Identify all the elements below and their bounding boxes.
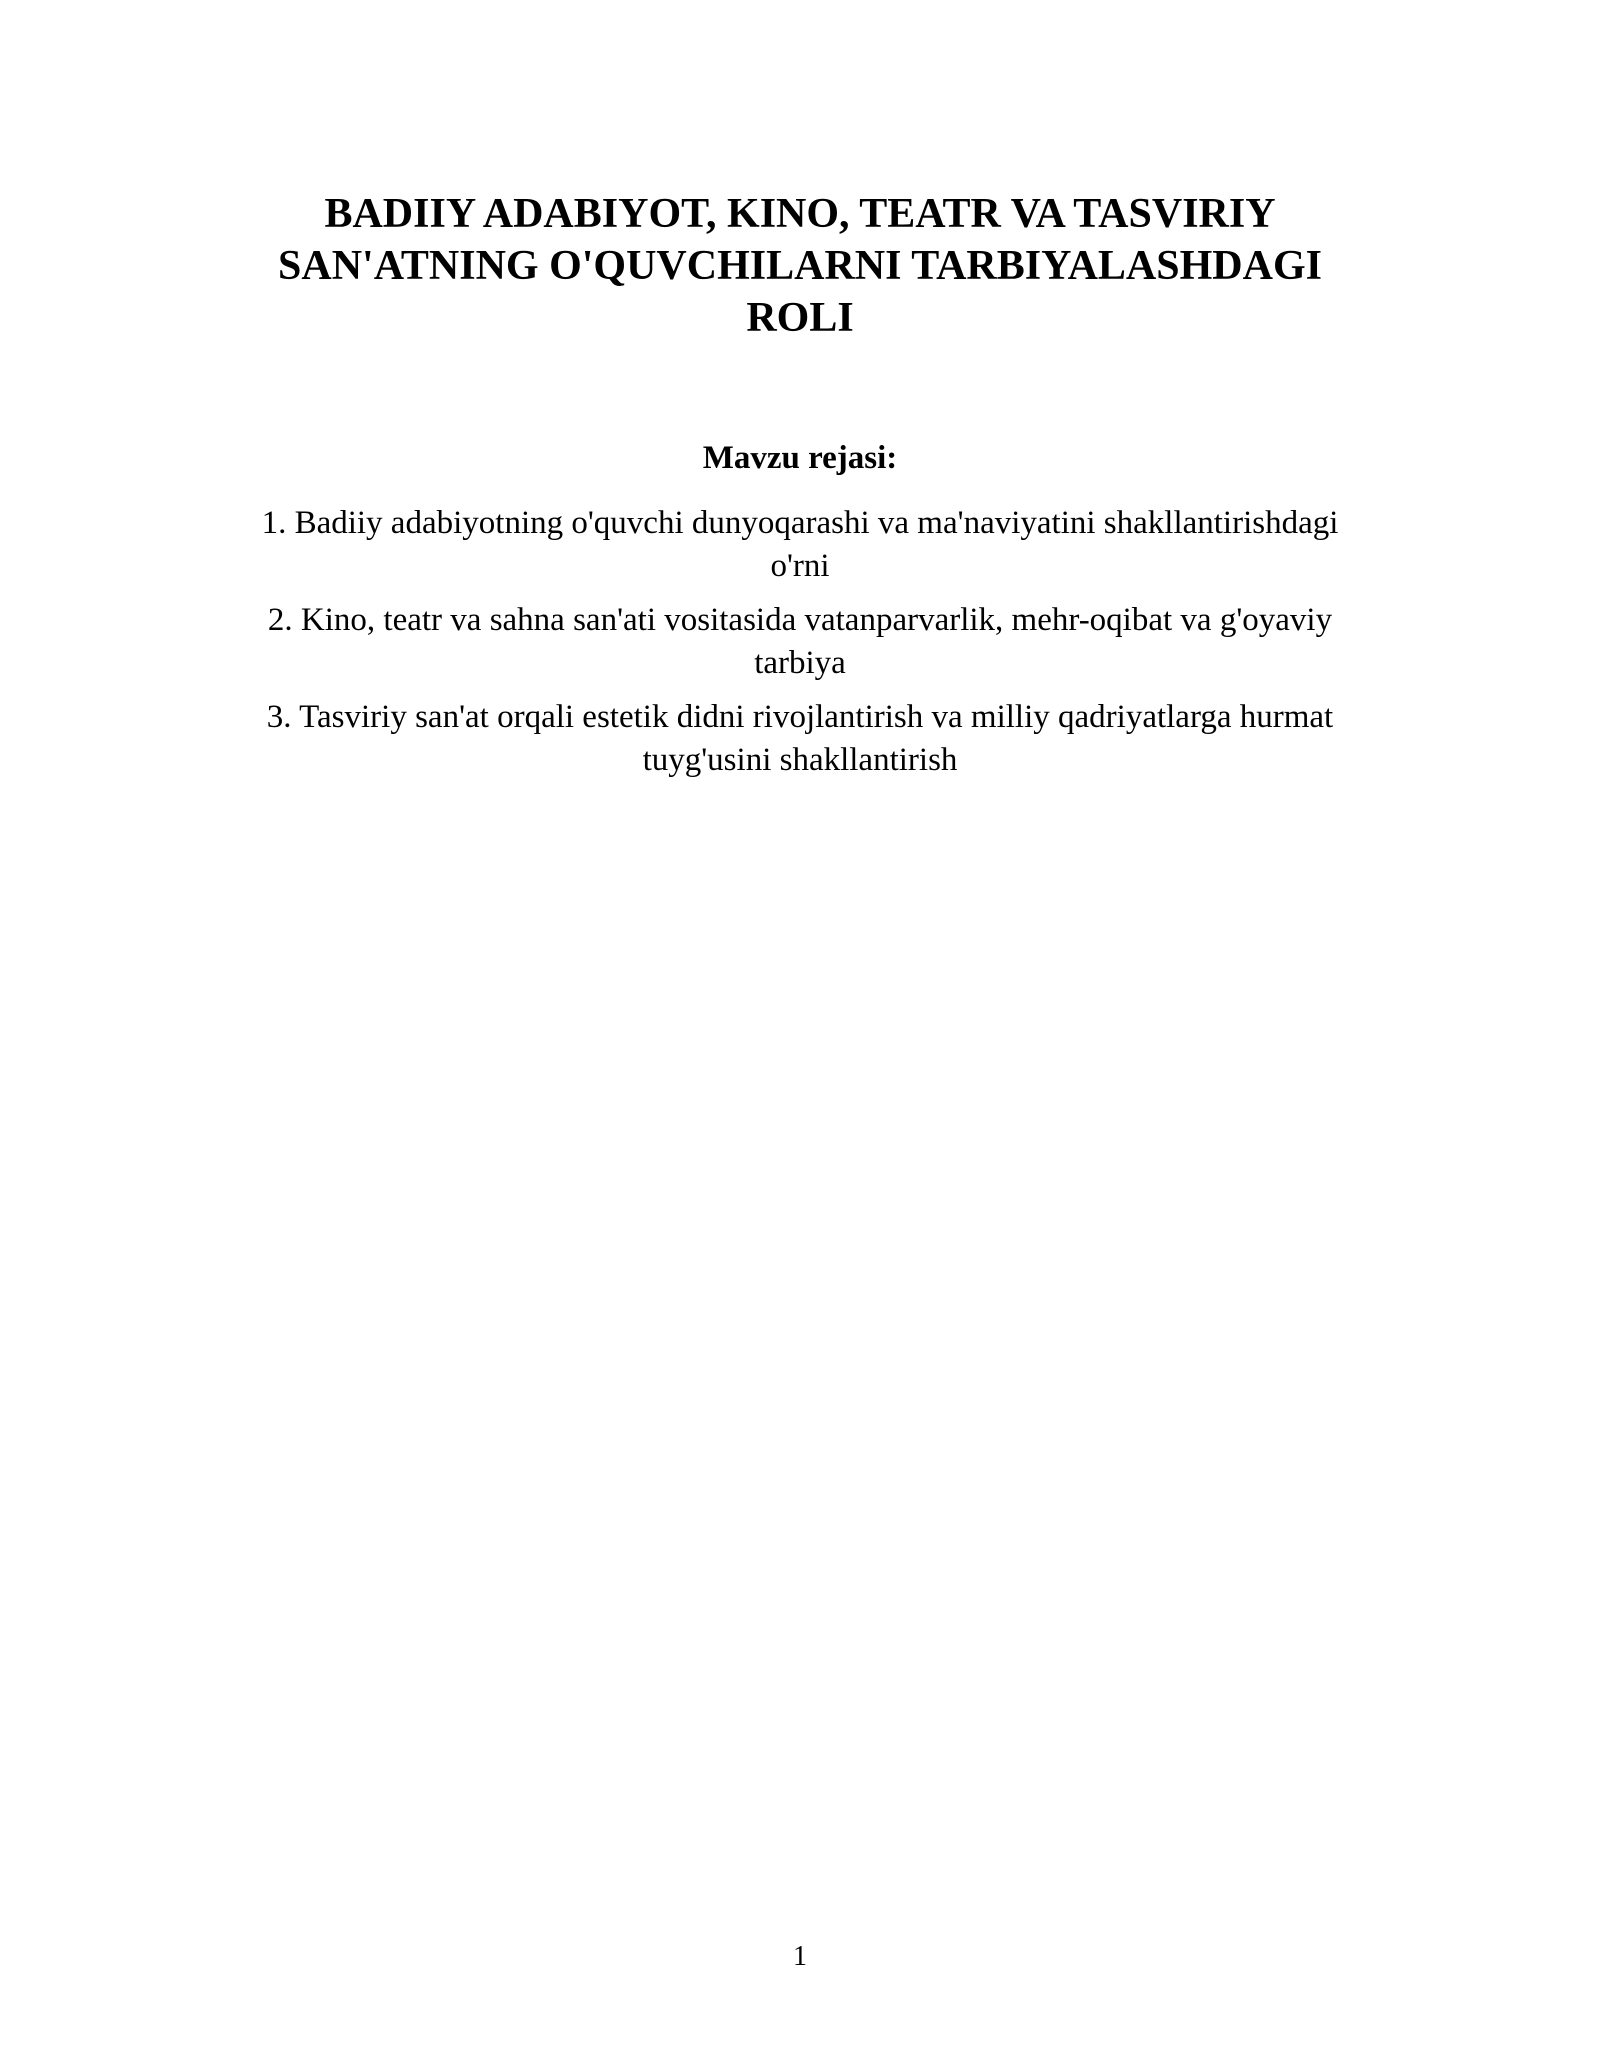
title-line-3: ROLI	[746, 295, 854, 341]
plan-item-1	[180, 502, 1420, 588]
title-line-1: BADIIY ADABIYOT, KINO, TEATR VA TASVIRIY	[324, 191, 1276, 237]
plan-item-2	[180, 599, 1420, 685]
plan-list	[180, 502, 1420, 793]
plan-heading: Mavzu rejasi:	[702, 440, 898, 476]
title-line-2: SAN'ATNING O'QUVCHILARNI TARBIYALASHDAGI	[278, 243, 1322, 289]
plan-item-2-line-2: tarbiya	[754, 645, 846, 681]
document-title	[200, 188, 1400, 344]
plan-item-3-line-1: 3. Tasviriy san'at orqali estetik didni rivojlantirish va milliy qadriyatlarga hurmat	[266, 699, 1334, 735]
plan-item-3-line-2: tuyg'usini shakllantirish	[642, 742, 958, 778]
plan-item-2-line-1: 2. Kino, teatr va sahna san'ati vositasida vatanparvarlik, mehr-oqibat va g'oyaviy	[267, 602, 1333, 638]
page-number: 1	[793, 1941, 807, 1972]
plan-item-1-line-2: o'rni	[770, 548, 830, 584]
plan-item-3	[180, 696, 1420, 782]
plan-item-1-line-1: 1. Badiiy adabiyotning o'quvchi dunyoqarashi va ma'naviyatini shakllantirishdagi	[261, 505, 1339, 541]
